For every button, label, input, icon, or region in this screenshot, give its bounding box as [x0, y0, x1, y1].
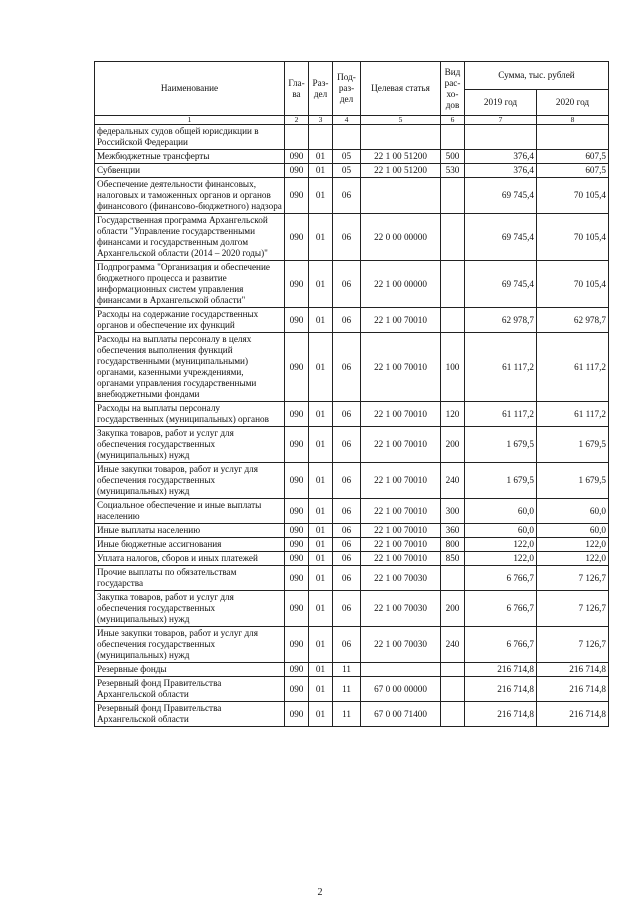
row-section: 01 [309, 663, 333, 677]
table-row [95, 402, 609, 427]
row-name: Расходы на выплаты персоналу государственных (муниципальных) органов [95, 402, 285, 427]
row-subsection: 11 [333, 702, 361, 727]
row-sum-2020: 216 714,8 [537, 702, 609, 727]
table-row [95, 463, 609, 499]
row-section: 01 [309, 427, 333, 463]
row-expense-type [441, 308, 465, 333]
row-chapter: 090 [285, 402, 309, 427]
row-subsection: 06 [333, 214, 361, 261]
row-subsection: 06 [333, 402, 361, 427]
row-chapter: 090 [285, 663, 309, 677]
row-sum-2020: 70 105,4 [537, 178, 609, 214]
header-target: Целевая статья [361, 62, 441, 116]
row-target: 22 1 00 70010 [361, 463, 441, 499]
row-expense-type: 200 [441, 591, 465, 627]
table-header [95, 62, 609, 125]
table-row [95, 164, 609, 178]
row-target: 22 1 00 70010 [361, 402, 441, 427]
column-number: 7 [465, 116, 537, 125]
row-sum-2020: 7 126,7 [537, 566, 609, 591]
column-number: 8 [537, 116, 609, 125]
row-name: Иные бюджетные ассигнования [95, 538, 285, 552]
table-row [95, 261, 609, 308]
row-expense-type [441, 566, 465, 591]
row-sum-2019: 1 679,5 [465, 463, 537, 499]
row-expense-type [441, 261, 465, 308]
row-sum-2020: 607,5 [537, 150, 609, 164]
row-expense-type: 800 [441, 538, 465, 552]
row-sum-2019: 69 745,4 [465, 214, 537, 261]
row-target: 22 1 00 70010 [361, 552, 441, 566]
row-name: Государственная программа Архангельской области "Управление государственными финансами и государственным долгом Архангельской области (2014 – 2020 годы)" [95, 214, 285, 261]
table-row [95, 524, 609, 538]
row-target: 22 0 00 00000 [361, 214, 441, 261]
row-name: Социальное обеспечение и иные выплаты населению [95, 499, 285, 524]
row-chapter: 090 [285, 427, 309, 463]
row-subsection: 06 [333, 591, 361, 627]
row-name: Иные закупки товаров, работ и услуг для обеспечения государственных (муниципальных) нужд [95, 627, 285, 663]
row-chapter: 090 [285, 333, 309, 402]
table-row [95, 333, 609, 402]
row-sum-2020: 60,0 [537, 524, 609, 538]
row-target: 22 1 00 70010 [361, 333, 441, 402]
row-expense-type [441, 178, 465, 214]
row-name: Обеспечение деятельности финансовых, налоговых и таможенных органов и органов финансового (финансово-бюджетного) надзора [95, 178, 285, 214]
row-subsection: 06 [333, 627, 361, 663]
row-target: 22 1 00 70010 [361, 308, 441, 333]
row-chapter: 090 [285, 214, 309, 261]
row-section: 01 [309, 566, 333, 591]
row-target: 67 0 00 00000 [361, 677, 441, 702]
row-name: Межбюджетные трансферты [95, 150, 285, 164]
header-name: Наименование [95, 62, 285, 116]
row-sum-2020: 216 714,8 [537, 663, 609, 677]
row-sum-2019: 61 117,2 [465, 333, 537, 402]
row-section [309, 125, 333, 150]
table-row [95, 591, 609, 627]
column-number: 4 [333, 116, 361, 125]
row-sum-2020: 216 714,8 [537, 677, 609, 702]
row-subsection [333, 125, 361, 150]
row-sum-2019: 216 714,8 [465, 702, 537, 727]
row-expense-type: 300 [441, 499, 465, 524]
table-row [95, 308, 609, 333]
row-sum-2020: 61 117,2 [537, 402, 609, 427]
column-number: 3 [309, 116, 333, 125]
row-expense-type [441, 702, 465, 727]
row-name: Иные выплаты населению [95, 524, 285, 538]
column-number: 5 [361, 116, 441, 125]
table-row [95, 552, 609, 566]
row-expense-type [441, 125, 465, 150]
row-sum-2019: 216 714,8 [465, 663, 537, 677]
row-section: 01 [309, 591, 333, 627]
row-name: Расходы на содержание государственных органов и обеспечение их функций [95, 308, 285, 333]
row-section: 01 [309, 214, 333, 261]
row-subsection: 11 [333, 663, 361, 677]
row-subsection: 06 [333, 463, 361, 499]
row-name: Прочие выплаты по обязательствам государства [95, 566, 285, 591]
row-sum-2020: 70 105,4 [537, 261, 609, 308]
row-sum-2020: 122,0 [537, 538, 609, 552]
row-sum-2019: 60,0 [465, 499, 537, 524]
budget-table [94, 61, 609, 727]
row-section: 01 [309, 702, 333, 727]
row-section: 01 [309, 677, 333, 702]
row-sum-2019: 61 117,2 [465, 402, 537, 427]
row-sum-2019: 6 766,7 [465, 566, 537, 591]
row-sum-2019: 376,4 [465, 164, 537, 178]
row-name: федеральных судов общей юрисдикции в Российской Федерации [95, 125, 285, 150]
row-sum-2019: 62 978,7 [465, 308, 537, 333]
table-row [95, 125, 609, 150]
row-expense-type: 500 [441, 150, 465, 164]
row-subsection: 05 [333, 150, 361, 164]
row-chapter: 090 [285, 677, 309, 702]
row-expense-type: 100 [441, 333, 465, 402]
row-subsection: 05 [333, 164, 361, 178]
row-chapter: 090 [285, 499, 309, 524]
row-chapter: 090 [285, 261, 309, 308]
row-subsection: 06 [333, 261, 361, 308]
table-row [95, 214, 609, 261]
table-row [95, 627, 609, 663]
table-body [95, 125, 609, 727]
row-subsection: 06 [333, 178, 361, 214]
header-sum: Сумма, тыс. рублей [465, 62, 609, 90]
row-expense-type: 120 [441, 402, 465, 427]
table-row [95, 178, 609, 214]
header-year-2020: 2020 год [537, 90, 609, 116]
row-sum-2020: 70 105,4 [537, 214, 609, 261]
row-target: 22 1 00 00000 [361, 261, 441, 308]
row-chapter [285, 125, 309, 150]
row-section: 01 [309, 150, 333, 164]
row-sum-2019: 1 679,5 [465, 427, 537, 463]
row-section: 01 [309, 178, 333, 214]
row-name: Закупка товаров, работ и услуг для обеспечения государственных (муниципальных) нужд [95, 427, 285, 463]
column-number-row [95, 116, 609, 125]
row-chapter: 090 [285, 308, 309, 333]
table-row [95, 566, 609, 591]
row-sum-2019: 6 766,7 [465, 627, 537, 663]
row-sum-2020: 60,0 [537, 499, 609, 524]
row-chapter: 090 [285, 627, 309, 663]
row-expense-type [441, 677, 465, 702]
row-sum-2020: 62 978,7 [537, 308, 609, 333]
column-number: 1 [95, 116, 285, 125]
row-name: Подпрограмма "Организация и обеспечение бюджетного процесса и развитие информационных систем управления финансами в Архангельской области" [95, 261, 285, 308]
table-row [95, 702, 609, 727]
row-subsection: 06 [333, 524, 361, 538]
row-target: 67 0 00 71400 [361, 702, 441, 727]
row-section: 01 [309, 402, 333, 427]
row-name: Расходы на выплаты персоналу в целях обеспечения выполнения функций государственными (муниципальными) органами, казенными учреждениями, органами управления государственными внебюджетными фондами [95, 333, 285, 402]
row-sum-2019: 69 745,4 [465, 178, 537, 214]
header-subsection: Под-раз-дел [333, 62, 361, 116]
table-row [95, 677, 609, 702]
row-section: 01 [309, 463, 333, 499]
row-expense-type: 240 [441, 463, 465, 499]
row-chapter: 090 [285, 178, 309, 214]
row-target: 22 1 00 70010 [361, 427, 441, 463]
row-sum-2020: 7 126,7 [537, 591, 609, 627]
row-sum-2019: 122,0 [465, 538, 537, 552]
row-expense-type: 240 [441, 627, 465, 663]
row-sum-2020 [537, 125, 609, 150]
row-name: Иные закупки товаров, работ и услуг для обеспечения государственных (муниципальных) нужд [95, 463, 285, 499]
row-sum-2019: 69 745,4 [465, 261, 537, 308]
row-chapter: 090 [285, 552, 309, 566]
row-subsection: 06 [333, 552, 361, 566]
row-target: 22 1 00 70010 [361, 524, 441, 538]
row-subsection: 06 [333, 566, 361, 591]
header-section: Раз-дел [309, 62, 333, 116]
row-target: 22 1 00 70030 [361, 591, 441, 627]
row-expense-type: 200 [441, 427, 465, 463]
row-expense-type: 360 [441, 524, 465, 538]
row-sum-2020: 61 117,2 [537, 333, 609, 402]
row-expense-type [441, 663, 465, 677]
row-sum-2019: 6 766,7 [465, 591, 537, 627]
row-chapter: 090 [285, 538, 309, 552]
row-subsection: 06 [333, 427, 361, 463]
row-subsection: 06 [333, 538, 361, 552]
row-target [361, 178, 441, 214]
row-chapter: 090 [285, 702, 309, 727]
row-target: 22 1 00 70030 [361, 627, 441, 663]
header-expense-type: Вид рас-хо-дов [441, 62, 465, 116]
table-row [95, 538, 609, 552]
header-year-2019: 2019 год [465, 90, 537, 116]
row-target [361, 663, 441, 677]
row-sum-2020: 1 679,5 [537, 463, 609, 499]
row-sum-2019 [465, 125, 537, 150]
row-expense-type [441, 214, 465, 261]
row-sum-2019: 216 714,8 [465, 677, 537, 702]
row-target: 22 1 00 70030 [361, 566, 441, 591]
column-number: 6 [441, 116, 465, 125]
row-sum-2020: 607,5 [537, 164, 609, 178]
row-target: 22 1 00 70010 [361, 499, 441, 524]
row-expense-type: 530 [441, 164, 465, 178]
row-sum-2020: 122,0 [537, 552, 609, 566]
row-subsection: 06 [333, 333, 361, 402]
row-section: 01 [309, 261, 333, 308]
row-name: Резервные фонды [95, 663, 285, 677]
row-sum-2020: 1 679,5 [537, 427, 609, 463]
row-chapter: 090 [285, 591, 309, 627]
row-name: Уплата налогов, сборов и иных платежей [95, 552, 285, 566]
row-section: 01 [309, 538, 333, 552]
row-subsection: 06 [333, 308, 361, 333]
table-row [95, 663, 609, 677]
row-sum-2019: 376,4 [465, 150, 537, 164]
row-name: Закупка товаров, работ и услуг для обеспечения государственных (муниципальных) нужд [95, 591, 285, 627]
row-section: 01 [309, 552, 333, 566]
row-section: 01 [309, 308, 333, 333]
row-chapter: 090 [285, 524, 309, 538]
row-section: 01 [309, 164, 333, 178]
row-name: Резервный фонд Правительства Архангельской области [95, 702, 285, 727]
table-row [95, 499, 609, 524]
row-subsection: 06 [333, 499, 361, 524]
row-expense-type: 850 [441, 552, 465, 566]
table-row [95, 427, 609, 463]
page-number: 2 [317, 887, 323, 898]
row-sum-2019: 60,0 [465, 524, 537, 538]
row-sum-2019: 122,0 [465, 552, 537, 566]
row-chapter: 090 [285, 566, 309, 591]
row-target [361, 125, 441, 150]
row-section: 01 [309, 499, 333, 524]
row-target: 22 1 00 70010 [361, 538, 441, 552]
row-target: 22 1 00 51200 [361, 164, 441, 178]
row-name: Субвенции [95, 164, 285, 178]
row-name: Резервный фонд Правительства Архангельской области [95, 677, 285, 702]
row-sum-2020: 7 126,7 [537, 627, 609, 663]
row-chapter: 090 [285, 150, 309, 164]
row-chapter: 090 [285, 463, 309, 499]
row-target: 22 1 00 51200 [361, 150, 441, 164]
row-section: 01 [309, 524, 333, 538]
row-section: 01 [309, 333, 333, 402]
column-number: 2 [285, 116, 309, 125]
table-row [95, 150, 609, 164]
row-subsection: 11 [333, 677, 361, 702]
row-section: 01 [309, 627, 333, 663]
row-chapter: 090 [285, 164, 309, 178]
header-chapter: Гла-ва [285, 62, 309, 116]
